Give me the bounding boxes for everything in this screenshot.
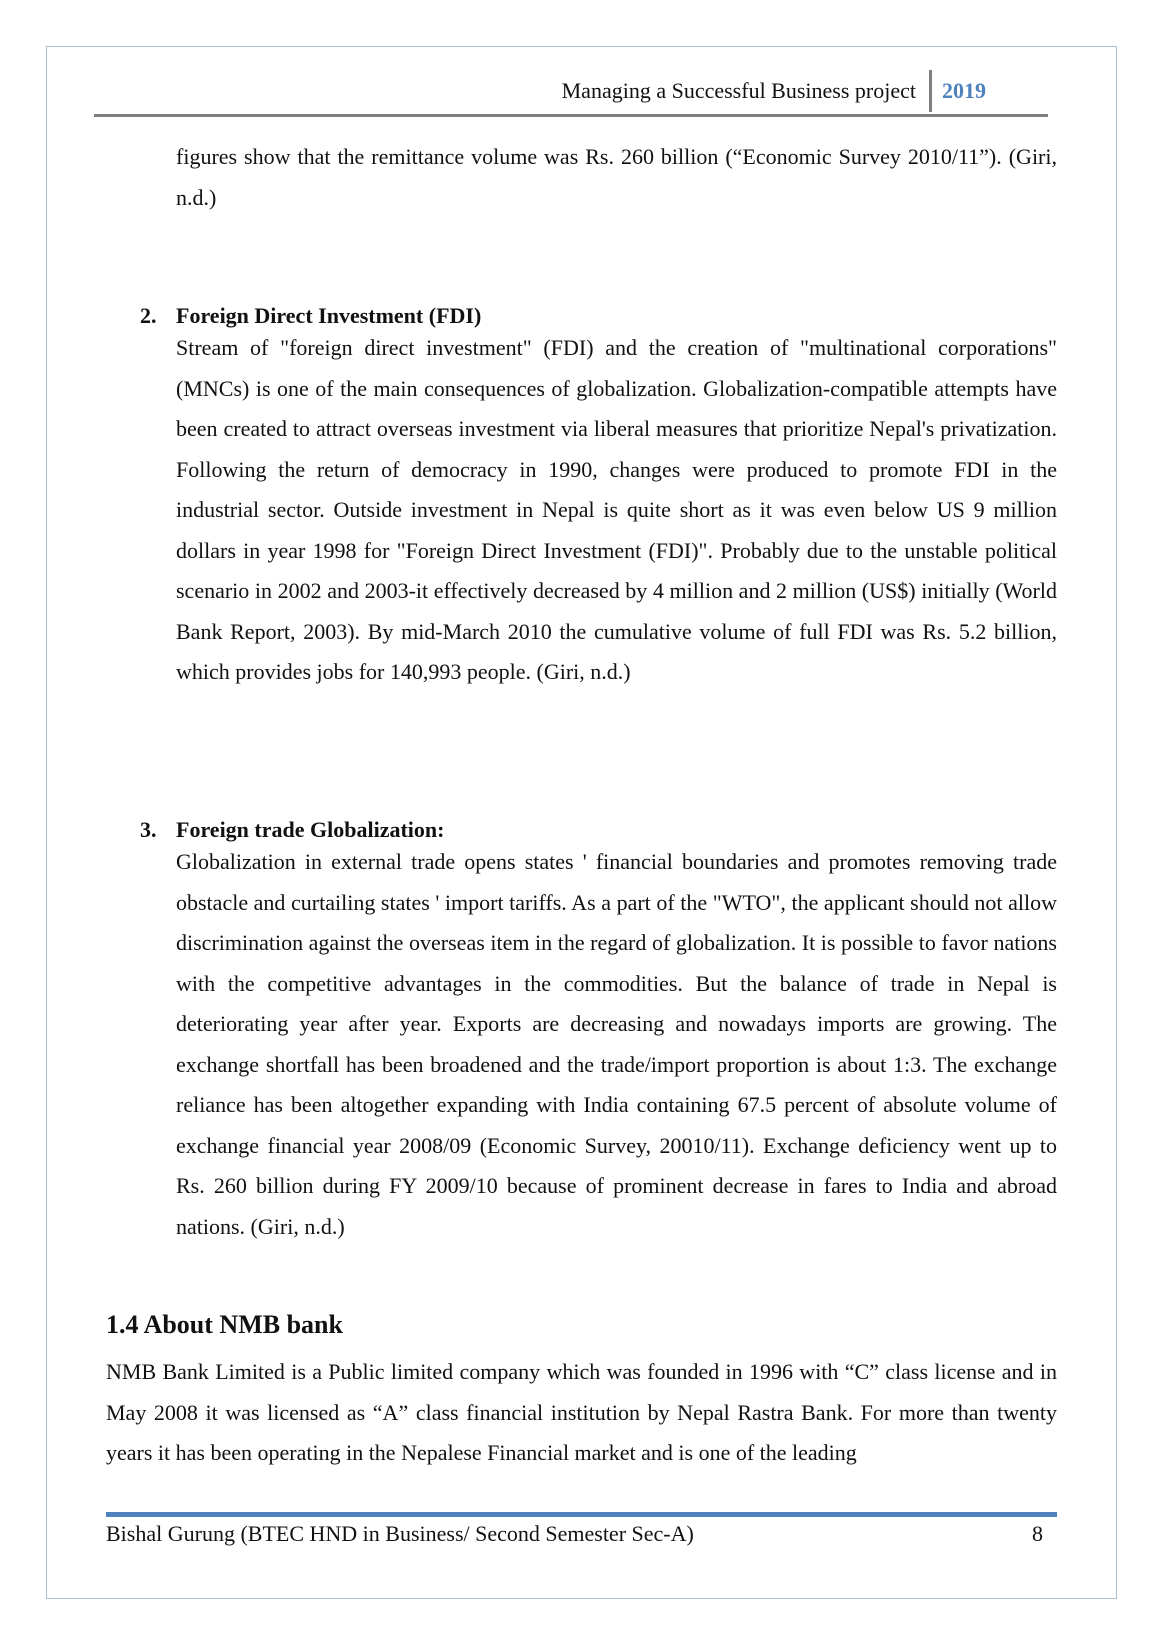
page-number: 8 (1032, 1521, 1043, 1546)
section-heading: 1.4 About NMB bank (106, 1310, 343, 1339)
header-separator (929, 70, 932, 112)
footer-author: Bishal Gurung (BTEC HND in Business/ Second Semester Sec-A) (106, 1521, 694, 1546)
header-year: 2019 (942, 78, 986, 103)
foreign-trade-paragraph: Globalization in external trade opens states ' financial boundaries and promotes removing trade obstacle and curtailing states ' import tariffs. As a part of the "WTO", the applicant should not allow discrimination against the overseas item in the regard of globalization. It is possible to favor nations with the competitive advantages in the commodities. But the balance of trade in Nepal is deteriorating year after year. Exports are decreasing and nowadays imports are growing. The exchange shortfall has been broadened and the trade/import proportion is about 1:3. The exchange reliance has been altogether expanding with India containing 67.5 percent of absolute volume of exchange financial year 2008/09 (Economic Survey, 20010/11). Exchange deficiency went up to Rs. 260 billion during FY 2009/10 because of prominent decrease in fares to India and abroad nations. (Giri, n.d.) (176, 849, 1057, 1239)
list-item-number: 3. (140, 817, 157, 842)
fdi-paragraph: Stream of "foreign direct investment" (FDI) and the creation of "multinational corporations" (MNCs) is one of the main consequences of globalization. Globalization-compatible attempts have been created to attract overseas investment via liberal measures that prioritize Nepal's privatization. Following the return of democracy in 1990, changes were produced to promote FDI in the industrial sector. Outside investment in Nepal is quite short as it was even below US 9 million dollars in year 1998 for "Foreign Direct Investment (FDI)". Probably due to the unstable political scenario in 2002 and 2003-it effectively decreased by 4 million and 2 million (US$) initially (World Bank Report, 2003). By mid-March 2010 the cumulative volume of full FDI was Rs. 5.2 billion, which provides jobs for 140,993 people. (Giri, n.d.) (176, 335, 1057, 684)
page-header (94, 70, 1048, 117)
footer-rule (106, 1512, 1057, 1517)
fdi-heading: Foreign Direct Investment (FDI) (176, 303, 482, 328)
header-title: Managing a Successful Business project (561, 78, 916, 103)
list-item-number: 2. (140, 303, 157, 328)
intro-paragraph: figures show that the remittance volume was Rs. 260 billion (“Economic Survey 2010/11”). (Giri, n.d.) (176, 144, 1057, 210)
foreign-trade-heading: Foreign trade Globalization: (176, 817, 445, 842)
nmb-paragraph: NMB Bank Limited is a Public limited company which was founded in 1996 with “C” class license and in May 2008 it was licensed as “A” class financial institution by Nepal Rastra Bank. For more than twenty years it has been operating in the Nepalese Financial market and is one of the leading (106, 1359, 1057, 1465)
